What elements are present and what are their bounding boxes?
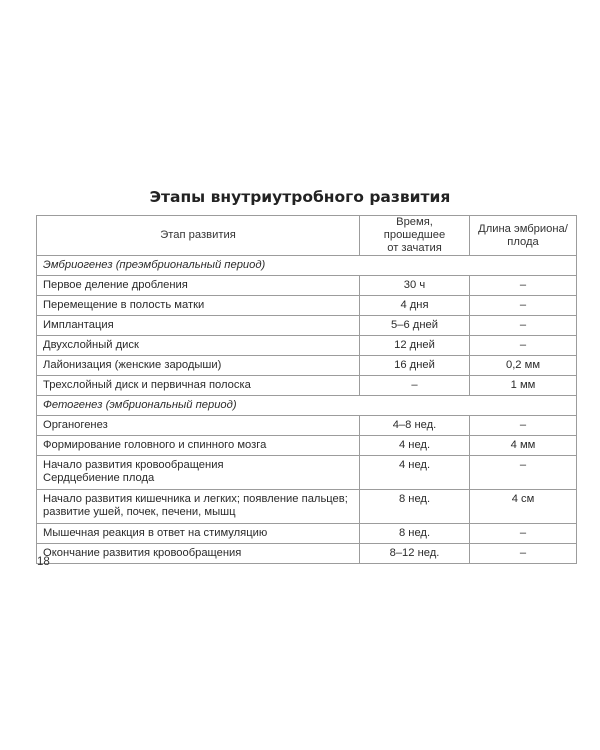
- stage-cell: Трехслойный диск и первичная полоска: [37, 376, 360, 396]
- header-row: [37, 216, 577, 256]
- length-cell: –: [470, 544, 577, 564]
- stage-cell: Мышечная реакция в ответ на стимуляцию: [37, 524, 360, 544]
- time-cell: 4 дня: [360, 296, 470, 316]
- table-row: [37, 376, 577, 396]
- table-row: [37, 336, 577, 356]
- length-cell: –: [470, 296, 577, 316]
- stage-cell: Органогенез: [37, 416, 360, 436]
- time-cell: 4 нед.: [360, 456, 470, 490]
- page-number: 18: [37, 556, 50, 568]
- stage-cell: Окончание развития кровообращения: [37, 544, 360, 564]
- header-stage: Этап развития: [37, 216, 360, 256]
- length-cell: –: [470, 456, 577, 490]
- time-cell: 30 ч: [360, 276, 470, 296]
- stage-cell: Начало развития кровообращения Сердцебиение плода: [37, 456, 360, 490]
- table-row: [37, 356, 577, 376]
- stage-cell: Перемещение в полость матки: [37, 296, 360, 316]
- table-row: [37, 316, 577, 336]
- length-cell: 0,2 мм: [470, 356, 577, 376]
- length-cell: –: [470, 336, 577, 356]
- time-cell: –: [360, 376, 470, 396]
- time-cell: 4 нед.: [360, 436, 470, 456]
- table-row: [37, 456, 577, 490]
- stage-cell: Первое деление дробления: [37, 276, 360, 296]
- header-length: Длина эмбриона/ плода: [470, 216, 577, 256]
- stage-cell: Двухслойный диск: [37, 336, 360, 356]
- section-label: Эмбриогенез (преэмбриональный период): [37, 256, 577, 276]
- stage-cell: Лайонизация (женские зародыши): [37, 356, 360, 376]
- length-cell: –: [470, 276, 577, 296]
- table-row: [37, 524, 577, 544]
- table-row: [37, 416, 577, 436]
- time-cell: 8–12 нед.: [360, 544, 470, 564]
- time-cell: 16 дней: [360, 356, 470, 376]
- table-row: [37, 296, 577, 316]
- time-cell: 8 нед.: [360, 490, 470, 524]
- table-row: [37, 544, 577, 564]
- time-cell: 5–6 дней: [360, 316, 470, 336]
- header-time: Время, прошедшее от зачатия: [360, 216, 470, 256]
- time-cell: 4–8 нед.: [360, 416, 470, 436]
- length-cell: –: [470, 524, 577, 544]
- table-row: [37, 436, 577, 456]
- length-cell: 4 мм: [470, 436, 577, 456]
- development-stages-table: [36, 215, 577, 564]
- time-cell: 8 нед.: [360, 524, 470, 544]
- length-cell: –: [470, 416, 577, 436]
- table-row: [37, 490, 577, 524]
- time-cell: 12 дней: [360, 336, 470, 356]
- section-row: [37, 396, 577, 416]
- table-title: Этапы внутриутробного развития: [149, 188, 451, 206]
- length-cell: 1 мм: [470, 376, 577, 396]
- table-row: [37, 276, 577, 296]
- stage-cell: Начало развития кишечника и легких; появление пальцев; развитие ушей, почек, печени, мышц: [37, 490, 360, 524]
- length-cell: 4 см: [470, 490, 577, 524]
- stage-cell: Формирование головного и спинного мозга: [37, 436, 360, 456]
- section-row: [37, 256, 577, 276]
- section-label: Фетогенез (эмбриональный период): [37, 396, 577, 416]
- stage-cell: Имплантация: [37, 316, 360, 336]
- length-cell: –: [470, 316, 577, 336]
